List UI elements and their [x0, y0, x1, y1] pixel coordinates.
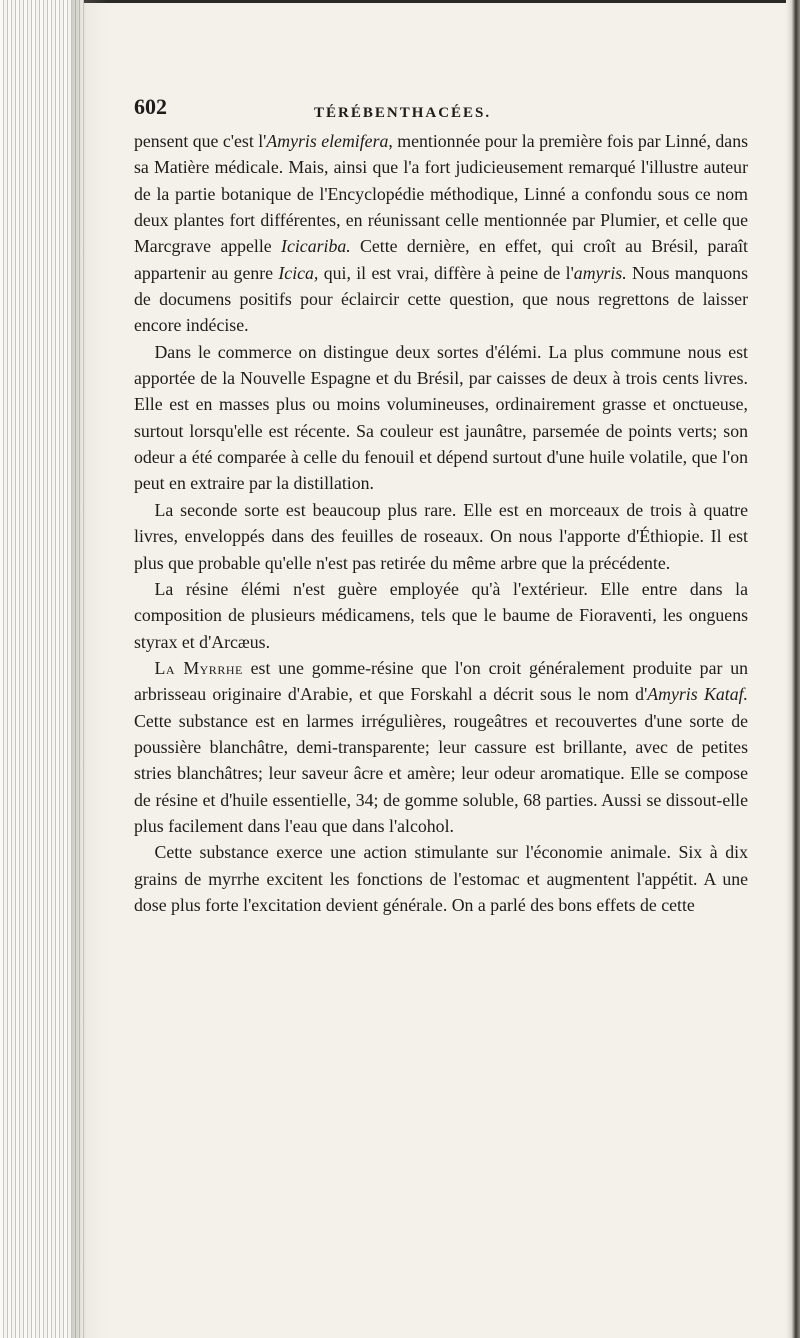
italic-text: Icica,: [278, 262, 319, 283]
small-caps-text: La Myrrhe: [154, 657, 243, 678]
page-header: [134, 94, 744, 130]
paragraph: [134, 128, 748, 339]
text-run: Nous manquons de documens positifs pour éclaircir cette question, que nous regrettons de laisser encore indécise.: [134, 262, 748, 336]
text-run: La seconde sorte est beaucoup plus rare. Elle est en morceaux de trois à quatre livres, enveloppés dans des feuilles de roseaux. On nous l'apporte d'Éthiopie. Il est plus que probable qu'elle n'est pas retirée du même arbre que la précédente.: [134, 499, 748, 573]
paragraph: [134, 576, 748, 655]
paragraph: [134, 339, 748, 497]
text-run: qui, il est vrai, diffère à peine de l': [318, 262, 574, 283]
text-run: , mentionnée pour la première fois par Linné, dans sa Matière médicale. Mais, ainsi que l'a fort judicieusement remarqué l'illustre auteur de la partie botanique de l'Encyclopédie méthodique, Linné a confondu sous ce nom deux plantes fort différentes, en réunissant celle mentionnée par Plumier, et celle que Marcgrave appelle: [134, 131, 749, 257]
text-run: pensent que c'est l': [134, 131, 267, 151]
paragraph: [134, 497, 748, 576]
text-run: Cette substance est en larmes irrégulières, rougeâtres et recouvertes d'une sorte de poussière blanchâtre, demi-transparente; leur cassure est brillante, avec de petites stries blanchâtres; leur saveur âcre et amère; leur odeur aromatique. Elle se compose de résine et d'huile essentielle, 34; de gomme soluble, 68 parties. Aussi se dissout-elle plus facilement dans l'eau que dans l'alcohol.: [134, 710, 748, 836]
page-right-edge: [786, 0, 800, 1338]
body-text: [134, 128, 748, 918]
italic-text: amyris.: [573, 262, 627, 283]
page-top-edge: [0, 0, 800, 3]
text-run: Cette substance exerce une action stimulante sur l'économie animale. Six à dix grains de myrrhe excitent les fonctions de l'estomac et augmentent l'appétit. A une dose plus forte l'excitation devient générale. On a parlé des bons effets de cette: [134, 842, 748, 915]
italic-text: Amyris elemifera: [266, 131, 389, 151]
paragraph: [134, 655, 748, 839]
italic-text: Amyris Kataf.: [647, 684, 748, 705]
page-number: 602: [134, 94, 167, 119]
italic-text: Icicariba.: [281, 236, 351, 257]
text-run: est une gomme-résine que l'on croit généralement produite par un arbrisseau originaire d'Arabie, et que Forskahl a décrit sous le nom d': [134, 657, 748, 705]
paragraph: [134, 839, 748, 918]
text-run: Cette dernière, en effet, qui croît au Brésil, paraît appartenir au genre: [134, 236, 748, 283]
running-title: TÉRÉBENTHACÉES.: [314, 105, 492, 121]
text-run: Dans le commerce on distingue deux sortes d'élémi. La plus commune nous est apportée de la Nouvelle Espagne et du Brésil, par caisses de deux à trois cents livres. Elle est en masses plus ou moins volumineuses, ordinairement grasse et onctueuse, surtout lorsqu'elle est récente. Sa couleur est jaunâtre, parsemée de points verts; son odeur a été comparée à celle du fenouil et dépend surtout d'une huile volatile, que l'on peut en extraire par la distillation.: [134, 341, 748, 494]
binding-shadow: [72, 0, 108, 1338]
text-run: La résine élémi n'est guère employée qu'à l'extérieur. Elle entre dans la composition de plusieurs médicamens, tels que le baume de Fioraventi, les onguens styrax et d'Arcæus.: [134, 578, 748, 652]
